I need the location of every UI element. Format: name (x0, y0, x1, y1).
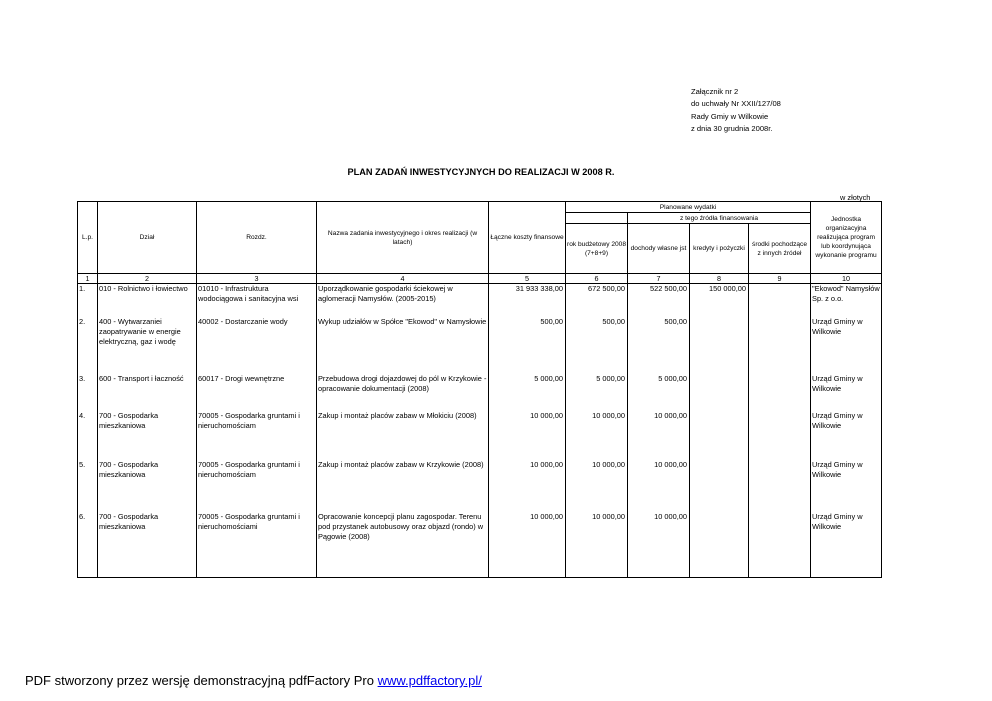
cell-lp: 6. (78, 512, 98, 578)
annex-line: z dnia 30 grudnia 2008r. (691, 124, 773, 134)
col-number: 7 (628, 274, 690, 284)
col-number: 2 (98, 274, 197, 284)
header-other-sources: środki pochodzące z innych źródeł (749, 224, 811, 274)
cell-total: 10 000,00 (489, 460, 566, 512)
cell-credits (690, 512, 749, 578)
header-planned: Planowane wydatki (566, 202, 811, 213)
cell-own: 500,00 (628, 317, 690, 374)
header-total-cost: Łączne koszty finansowe (489, 202, 566, 274)
annex-line: Rady Gmiy w Wilkowie (691, 111, 769, 121)
cell-dzial: 700 - Gospodarka mieszkaniowa (98, 460, 197, 512)
header-credits: kredyty i pożyczki (690, 224, 749, 274)
unit-note: w złotych (840, 193, 871, 202)
col-number: 9 (749, 274, 811, 284)
col-number: 3 (197, 274, 317, 284)
cell-other (749, 284, 811, 317)
cell-credits (690, 411, 749, 460)
cell-total: 31 933 338,00 (489, 284, 566, 317)
col-number: 1 (78, 274, 98, 284)
cell-total: 5 000,00 (489, 374, 566, 411)
header-unit-org: Jednostka organizacyjna realizująca program lub koordynująca wykonanie programu (811, 202, 882, 274)
cell-rozdz: 70005 - Gospodarka gruntami i nieruchomościami (197, 512, 317, 578)
header-lp: L.p. (78, 202, 98, 274)
cell-dzial: 600 - Transport i łaczność (98, 374, 197, 411)
cell-task: Zakup i montaż placów zabaw w Młokiciu (2008) (317, 411, 489, 460)
table-row (78, 512, 882, 578)
cell-rozdz: 70005 - Gospodarka gruntami i nieruchomościam (197, 460, 317, 512)
cell-dzial: 400 - Wytwarzaniei zaopatrywanie w energie elektryczną, gaz i wodę (98, 317, 197, 374)
cell-other (749, 460, 811, 512)
cell-unit: Urząd Gminy w Wilkowie (811, 317, 882, 374)
header-rozdz: Rozdz. (197, 202, 317, 274)
cell-total: 10 000,00 (489, 411, 566, 460)
cell-budget: 10 000,00 (566, 411, 628, 460)
col-number: 5 (489, 274, 566, 284)
cell-lp: 2. (78, 317, 98, 374)
col-number: 6 (566, 274, 628, 284)
cell-task: Uporządkowanie gospodarki ściekowej w aglomeracji Namysłów. (2005-2015) (317, 284, 489, 317)
cell-credits (690, 317, 749, 374)
pdffactory-link[interactable]: www.pdffactory.pl/ (377, 673, 482, 688)
cell-credits (690, 460, 749, 512)
cell-unit: Urząd Gminy w Wilkowie (811, 460, 882, 512)
cell-other (749, 512, 811, 578)
cell-task: Przebudowa drogi dojazdowej do pól w Krzykowie - opracowanie dokumentacji (2008) (317, 374, 489, 411)
header-sources: z tego źródła finansowania (628, 213, 811, 224)
table-row (78, 317, 882, 374)
cell-dzial: 700 - Gospodarka mieszkaniowa (98, 512, 197, 578)
cell-lp: 3. (78, 374, 98, 411)
cell-lp: 4. (78, 411, 98, 460)
table-row (78, 411, 882, 460)
cell-task: Wykup udziałów w Spółce "Ekowod" w Namysłowie (317, 317, 489, 374)
col-number: 4 (317, 274, 489, 284)
cell-rozdz: 40002 - Dostarczanie wody (197, 317, 317, 374)
document-title: PLAN ZADAŃ INWESTYCYJNYCH DO REALIZACJI W 2008 R. (347, 167, 615, 177)
cell-own: 522 500,00 (628, 284, 690, 317)
investment-plan-table (77, 201, 882, 578)
annex-note (691, 86, 781, 136)
cell-task: Opracowanie koncepcji planu zagospodar. Terenu pod przystanek autobusowy oraz objazd (rondo) w Pągowie (2008) (317, 512, 489, 578)
cell-other (749, 374, 811, 411)
cell-own: 10 000,00 (628, 460, 690, 512)
cell-own: 5 000,00 (628, 374, 690, 411)
table-row (78, 374, 882, 411)
col-number: 8 (690, 274, 749, 284)
pdf-footer (25, 673, 482, 688)
cell-unit: Urząd Gminy w Wilkowie (811, 374, 882, 411)
cell-unit: Urząd Gminy w Wilkowie (811, 411, 882, 460)
header-dzial: Dział (98, 202, 197, 274)
cell-budget: 672 500,00 (566, 284, 628, 317)
cell-total: 10 000,00 (489, 512, 566, 578)
cell-other (749, 411, 811, 460)
cell-budget: 10 000,00 (566, 460, 628, 512)
cell-total: 500,00 (489, 317, 566, 374)
cell-rozdz: 01010 - Infrastruktura wodociągowa i sanitacyjna wsi (197, 284, 317, 317)
cell-own: 10 000,00 (628, 411, 690, 460)
cell-budget: 500,00 (566, 317, 628, 374)
cell-lp: 1. (78, 284, 98, 317)
annex-line: do uchwały Nr XXII/127/08 (691, 99, 781, 109)
cell-credits (690, 374, 749, 411)
cell-dzial: 700 - Gospodarka mieszkaniowa (98, 411, 197, 460)
cell-dzial: 010 - Rolnictwo i łowiectwo (98, 284, 197, 317)
header-own-income: dochody własne jst (628, 224, 690, 274)
cell-task: Zakup i montaż placów zabaw w Krzykowie (2008) (317, 460, 489, 512)
cell-credits: 150 000,00 (690, 284, 749, 317)
header-budget-year: rok budżetowy 2008 (7+8+9) (566, 224, 628, 274)
cell-rozdz: 70005 - Gospodarka gruntami i nieruchomościam (197, 411, 317, 460)
cell-own: 10 000,00 (628, 512, 690, 578)
cell-unit: "Ekowod" Namysłów Sp. z o.o. (811, 284, 882, 317)
cell-unit: Urząd Gminy w Wilkowie (811, 512, 882, 578)
cell-budget: 10 000,00 (566, 512, 628, 578)
cell-budget: 5 000,00 (566, 374, 628, 411)
cell-rozdz: 60017 - Drogi wewnętrzne (197, 374, 317, 411)
annex-line: Załącznik nr 2 (691, 87, 739, 96)
col-number: 10 (811, 274, 882, 284)
table-row (78, 460, 882, 512)
cell-other (749, 317, 811, 374)
header-task-name: Nazwa zadania inwestycyjnego i okres realizacji (w latach) (317, 202, 489, 274)
footer-text: PDF stworzony przez wersję demonstracyjną pdfFactory Pro (25, 673, 374, 688)
cell-lp: 5. (78, 460, 98, 512)
table-row (78, 284, 882, 317)
